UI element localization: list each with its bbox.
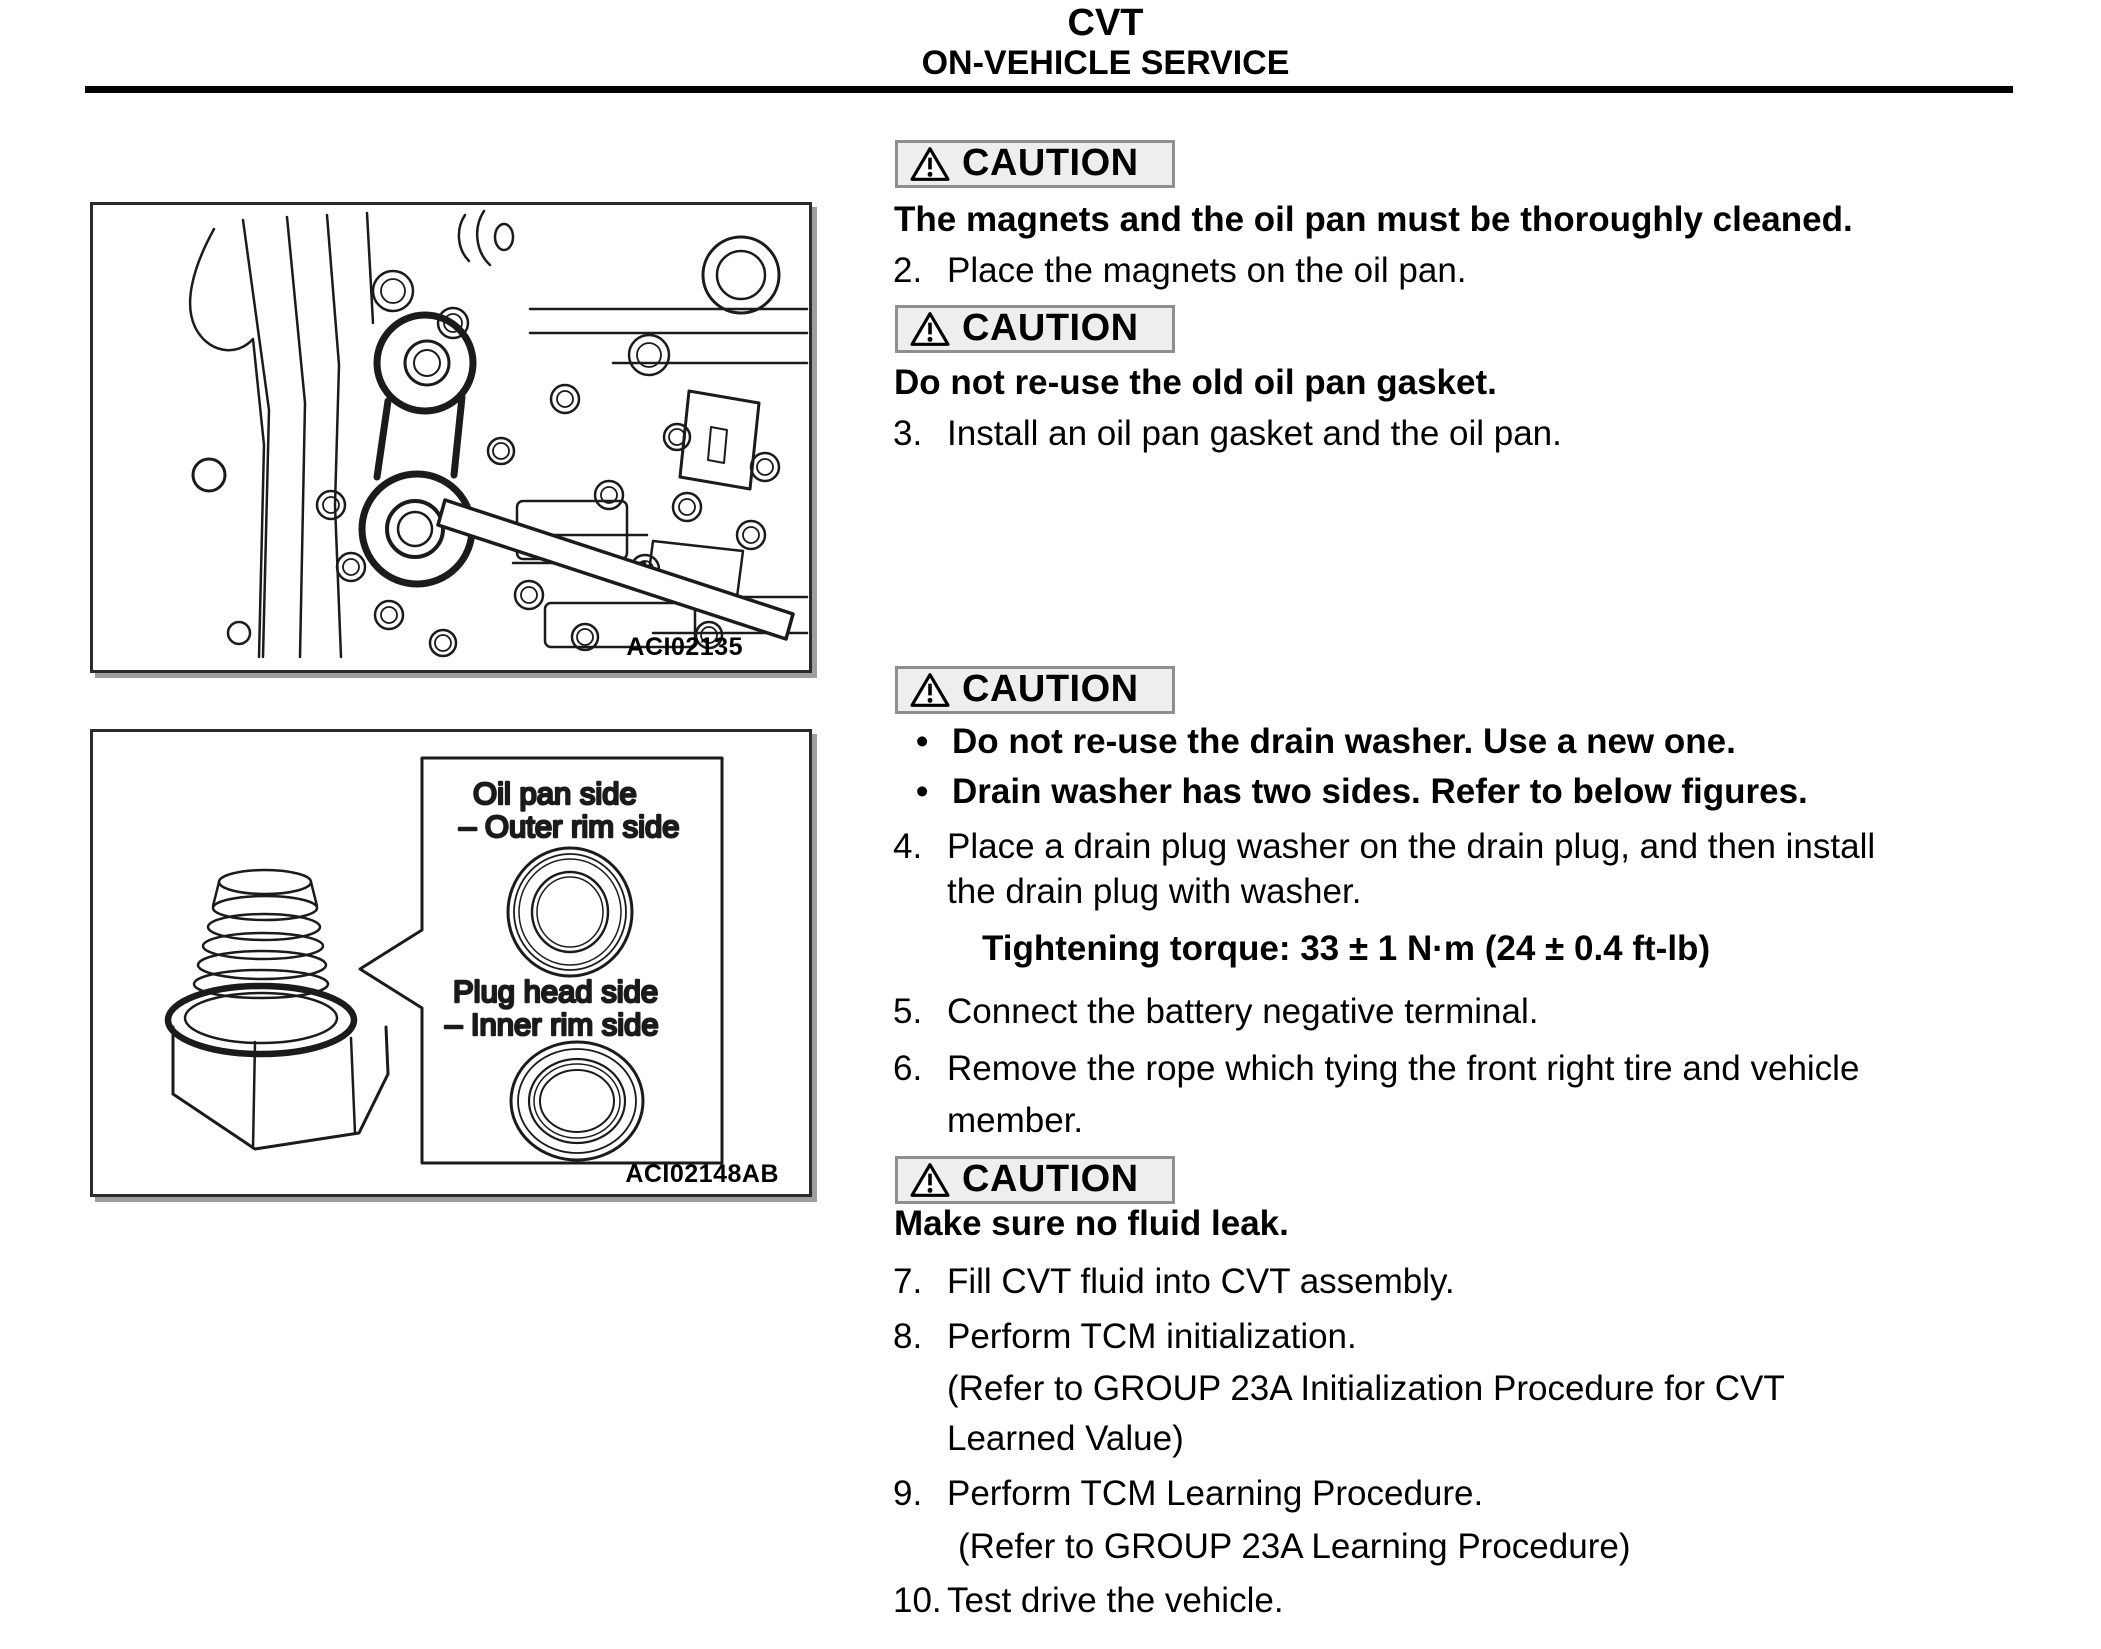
step-8-refer-line1: (Refer to GROUP 23A Initialization Procedure for CVT bbox=[947, 1369, 1785, 1408]
label-inner-rim-side: – Inner rim side bbox=[445, 1007, 659, 1042]
caution-label: CAUTION bbox=[962, 306, 1139, 349]
caution2-text: Do not re-use the old oil pan gasket. bbox=[894, 363, 1497, 402]
step-8-refer-line2: Learned Value) bbox=[947, 1419, 1184, 1458]
label-plug-head-side: Plug head side bbox=[453, 974, 659, 1009]
step-5 bbox=[893, 992, 1538, 1032]
warning-triangle-icon bbox=[910, 672, 950, 708]
caution-label: CAUTION bbox=[962, 1157, 1139, 1200]
step-4-text-line2: the drain plug with washer. bbox=[947, 872, 1362, 911]
figure1-code-label: ACI02135 bbox=[626, 633, 743, 661]
caution3-bullet-2 bbox=[916, 772, 1808, 812]
step-4-text-line1: Place a drain plug washer on the drain plug, and then install bbox=[947, 827, 1876, 866]
step-6 bbox=[893, 1049, 1859, 1089]
torque-spec: Tightening torque: 33 ± 1 N·m (24 ± 0.4 ft-lb) bbox=[982, 929, 1711, 968]
figure2-code-label: ACI02148AB bbox=[625, 1160, 779, 1188]
step-8-number: 8. bbox=[893, 1317, 923, 1356]
caution3-bullet-1-text: Do not re-use the drain washer. Use a new one. bbox=[952, 722, 1736, 761]
step-9-text: Perform TCM Learning Procedure. bbox=[947, 1474, 1484, 1513]
drain-plug-line-art bbox=[93, 732, 809, 1194]
header-rule bbox=[85, 86, 2013, 93]
step-9 bbox=[893, 1474, 1483, 1514]
step-7 bbox=[893, 1262, 1455, 1302]
label-oil-pan-side: Oil pan side bbox=[473, 776, 637, 811]
caution-box-2 bbox=[895, 305, 1175, 353]
step-3-number: 3. bbox=[893, 414, 923, 453]
step-9-refer: (Refer to GROUP 23A Learning Procedure) bbox=[958, 1527, 1631, 1566]
bullet-icon: • bbox=[916, 772, 929, 811]
step-6-text-line1: Remove the rope which tying the front right tire and vehicle bbox=[947, 1049, 1860, 1088]
step-7-text: Fill CVT fluid into CVT assembly. bbox=[947, 1262, 1455, 1301]
caution-box-1 bbox=[895, 140, 1175, 188]
caution4-text: Make sure no fluid leak. bbox=[894, 1204, 1289, 1243]
caution-label: CAUTION bbox=[962, 667, 1139, 710]
step-2 bbox=[893, 251, 1467, 291]
step-5-number: 5. bbox=[893, 992, 923, 1031]
step-10 bbox=[893, 1581, 1284, 1621]
valve-body-line-art bbox=[93, 205, 809, 670]
figure-valve-body bbox=[90, 202, 812, 673]
figure-drain-plug-washer bbox=[90, 729, 812, 1197]
step-2-text: Place the magnets on the oil pan. bbox=[947, 251, 1467, 290]
step-10-number: 10. bbox=[893, 1581, 942, 1620]
page-title: CVT bbox=[1067, 2, 1144, 44]
step-10-text: Test drive the vehicle. bbox=[947, 1581, 1284, 1620]
caution3-bullet-2-text: Drain washer has two sides. Refer to below figures. bbox=[952, 772, 1808, 811]
warning-triangle-icon bbox=[910, 146, 950, 182]
label-outer-rim-side: – Outer rim side bbox=[459, 809, 680, 844]
warning-triangle-icon bbox=[910, 311, 950, 347]
step-7-number: 7. bbox=[893, 1262, 923, 1301]
bullet-icon: • bbox=[916, 722, 929, 761]
step-6-number: 6. bbox=[893, 1049, 923, 1088]
step-3-text: Install an oil pan gasket and the oil pan. bbox=[947, 414, 1562, 453]
step-8 bbox=[893, 1317, 1357, 1357]
page-subtitle: ON-VEHICLE SERVICE bbox=[921, 44, 1290, 82]
step-3 bbox=[893, 414, 1562, 454]
warning-triangle-icon bbox=[910, 1162, 950, 1198]
caution-box-3 bbox=[895, 666, 1175, 714]
step-8-text: Perform TCM initialization. bbox=[947, 1317, 1357, 1356]
caution-label: CAUTION bbox=[962, 141, 1139, 184]
caution-box-4 bbox=[895, 1156, 1175, 1204]
step-4 bbox=[893, 827, 1875, 867]
step-9-number: 9. bbox=[893, 1474, 923, 1513]
step-5-text: Connect the battery negative terminal. bbox=[947, 992, 1539, 1031]
caution1-text: The magnets and the oil pan must be thoroughly cleaned. bbox=[894, 200, 1853, 239]
caution3-bullet-1 bbox=[916, 722, 1736, 762]
step-4-number: 4. bbox=[893, 827, 923, 866]
step-2-number: 2. bbox=[893, 251, 923, 290]
step-6-text-line2: member. bbox=[947, 1101, 1084, 1140]
